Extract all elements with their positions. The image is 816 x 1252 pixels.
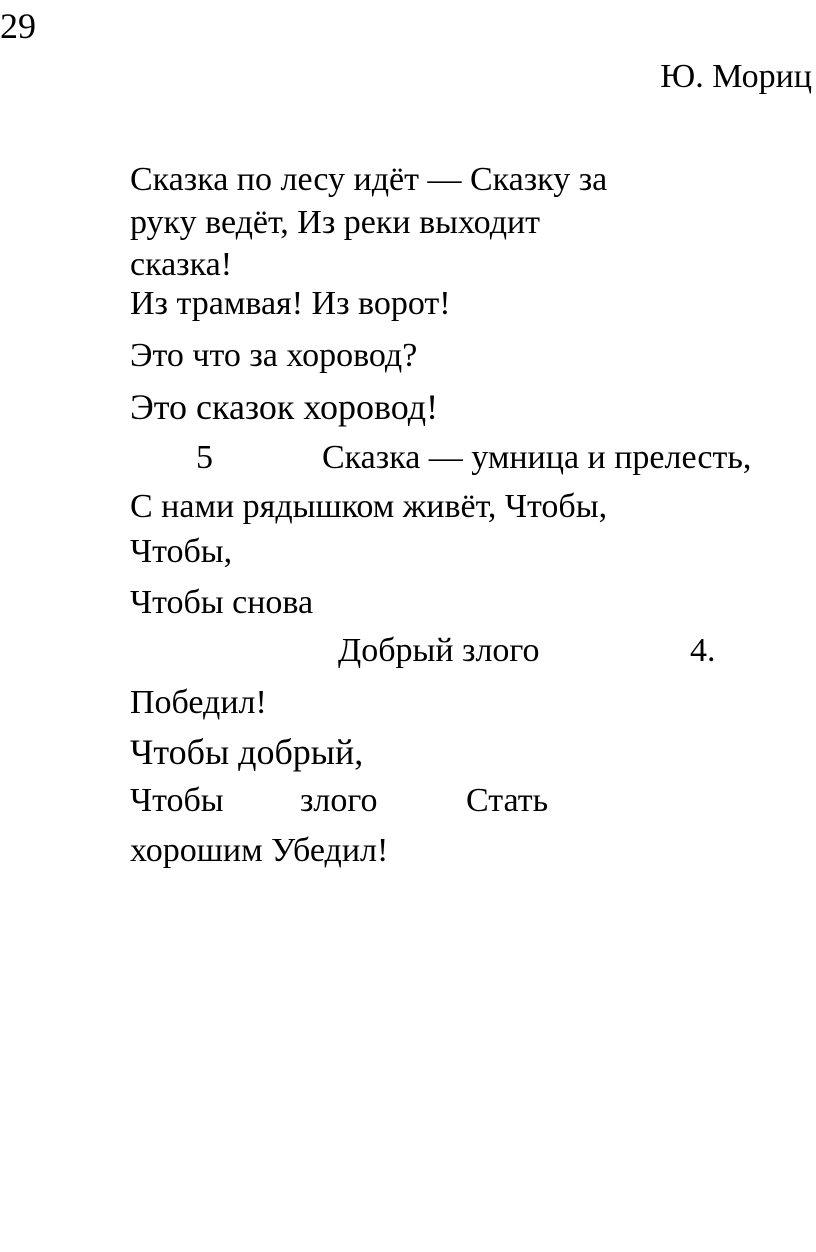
poem-line-13: Чтобы добрый, — [130, 732, 364, 772]
poem-line-7: Сказка — умница и прелесть, — [322, 439, 752, 476]
page-number: 29 — [0, 6, 36, 46]
poem-line-14-word-1: Чтобы — [130, 782, 224, 819]
poem-line-12: Победил! — [130, 684, 267, 721]
poem-line-8: С нами рядышком живёт, Чтобы, — [130, 488, 608, 525]
poem-line-6: Это сказок хоровод! — [130, 387, 439, 427]
poem-line-15: хорошим Убедил! — [130, 832, 389, 869]
poem-line-2: руку ведёт, Из реки выходит — [130, 204, 541, 241]
poem-line-9: Чтобы, — [130, 533, 233, 570]
poem-line-14-word-2: злого — [300, 782, 378, 819]
poem-line-11: Добрый злого — [338, 632, 540, 669]
poem-line-5: Это что за хоровод? — [130, 337, 418, 374]
poem-line-1: Сказка по лесу идёт — Сказку за — [130, 161, 608, 198]
poem-author: Ю. Мориц — [660, 58, 812, 95]
line-marker-5: 5 — [196, 439, 213, 476]
poem-line-3: сказка! — [130, 246, 233, 283]
line-marker-4: 4. — [690, 632, 716, 669]
poem-line-4: Из трамвая! Из ворот! — [130, 285, 451, 322]
poem-line-10: Чтобы снова — [130, 584, 314, 621]
poem-line-14-word-3: Стать — [466, 782, 549, 819]
